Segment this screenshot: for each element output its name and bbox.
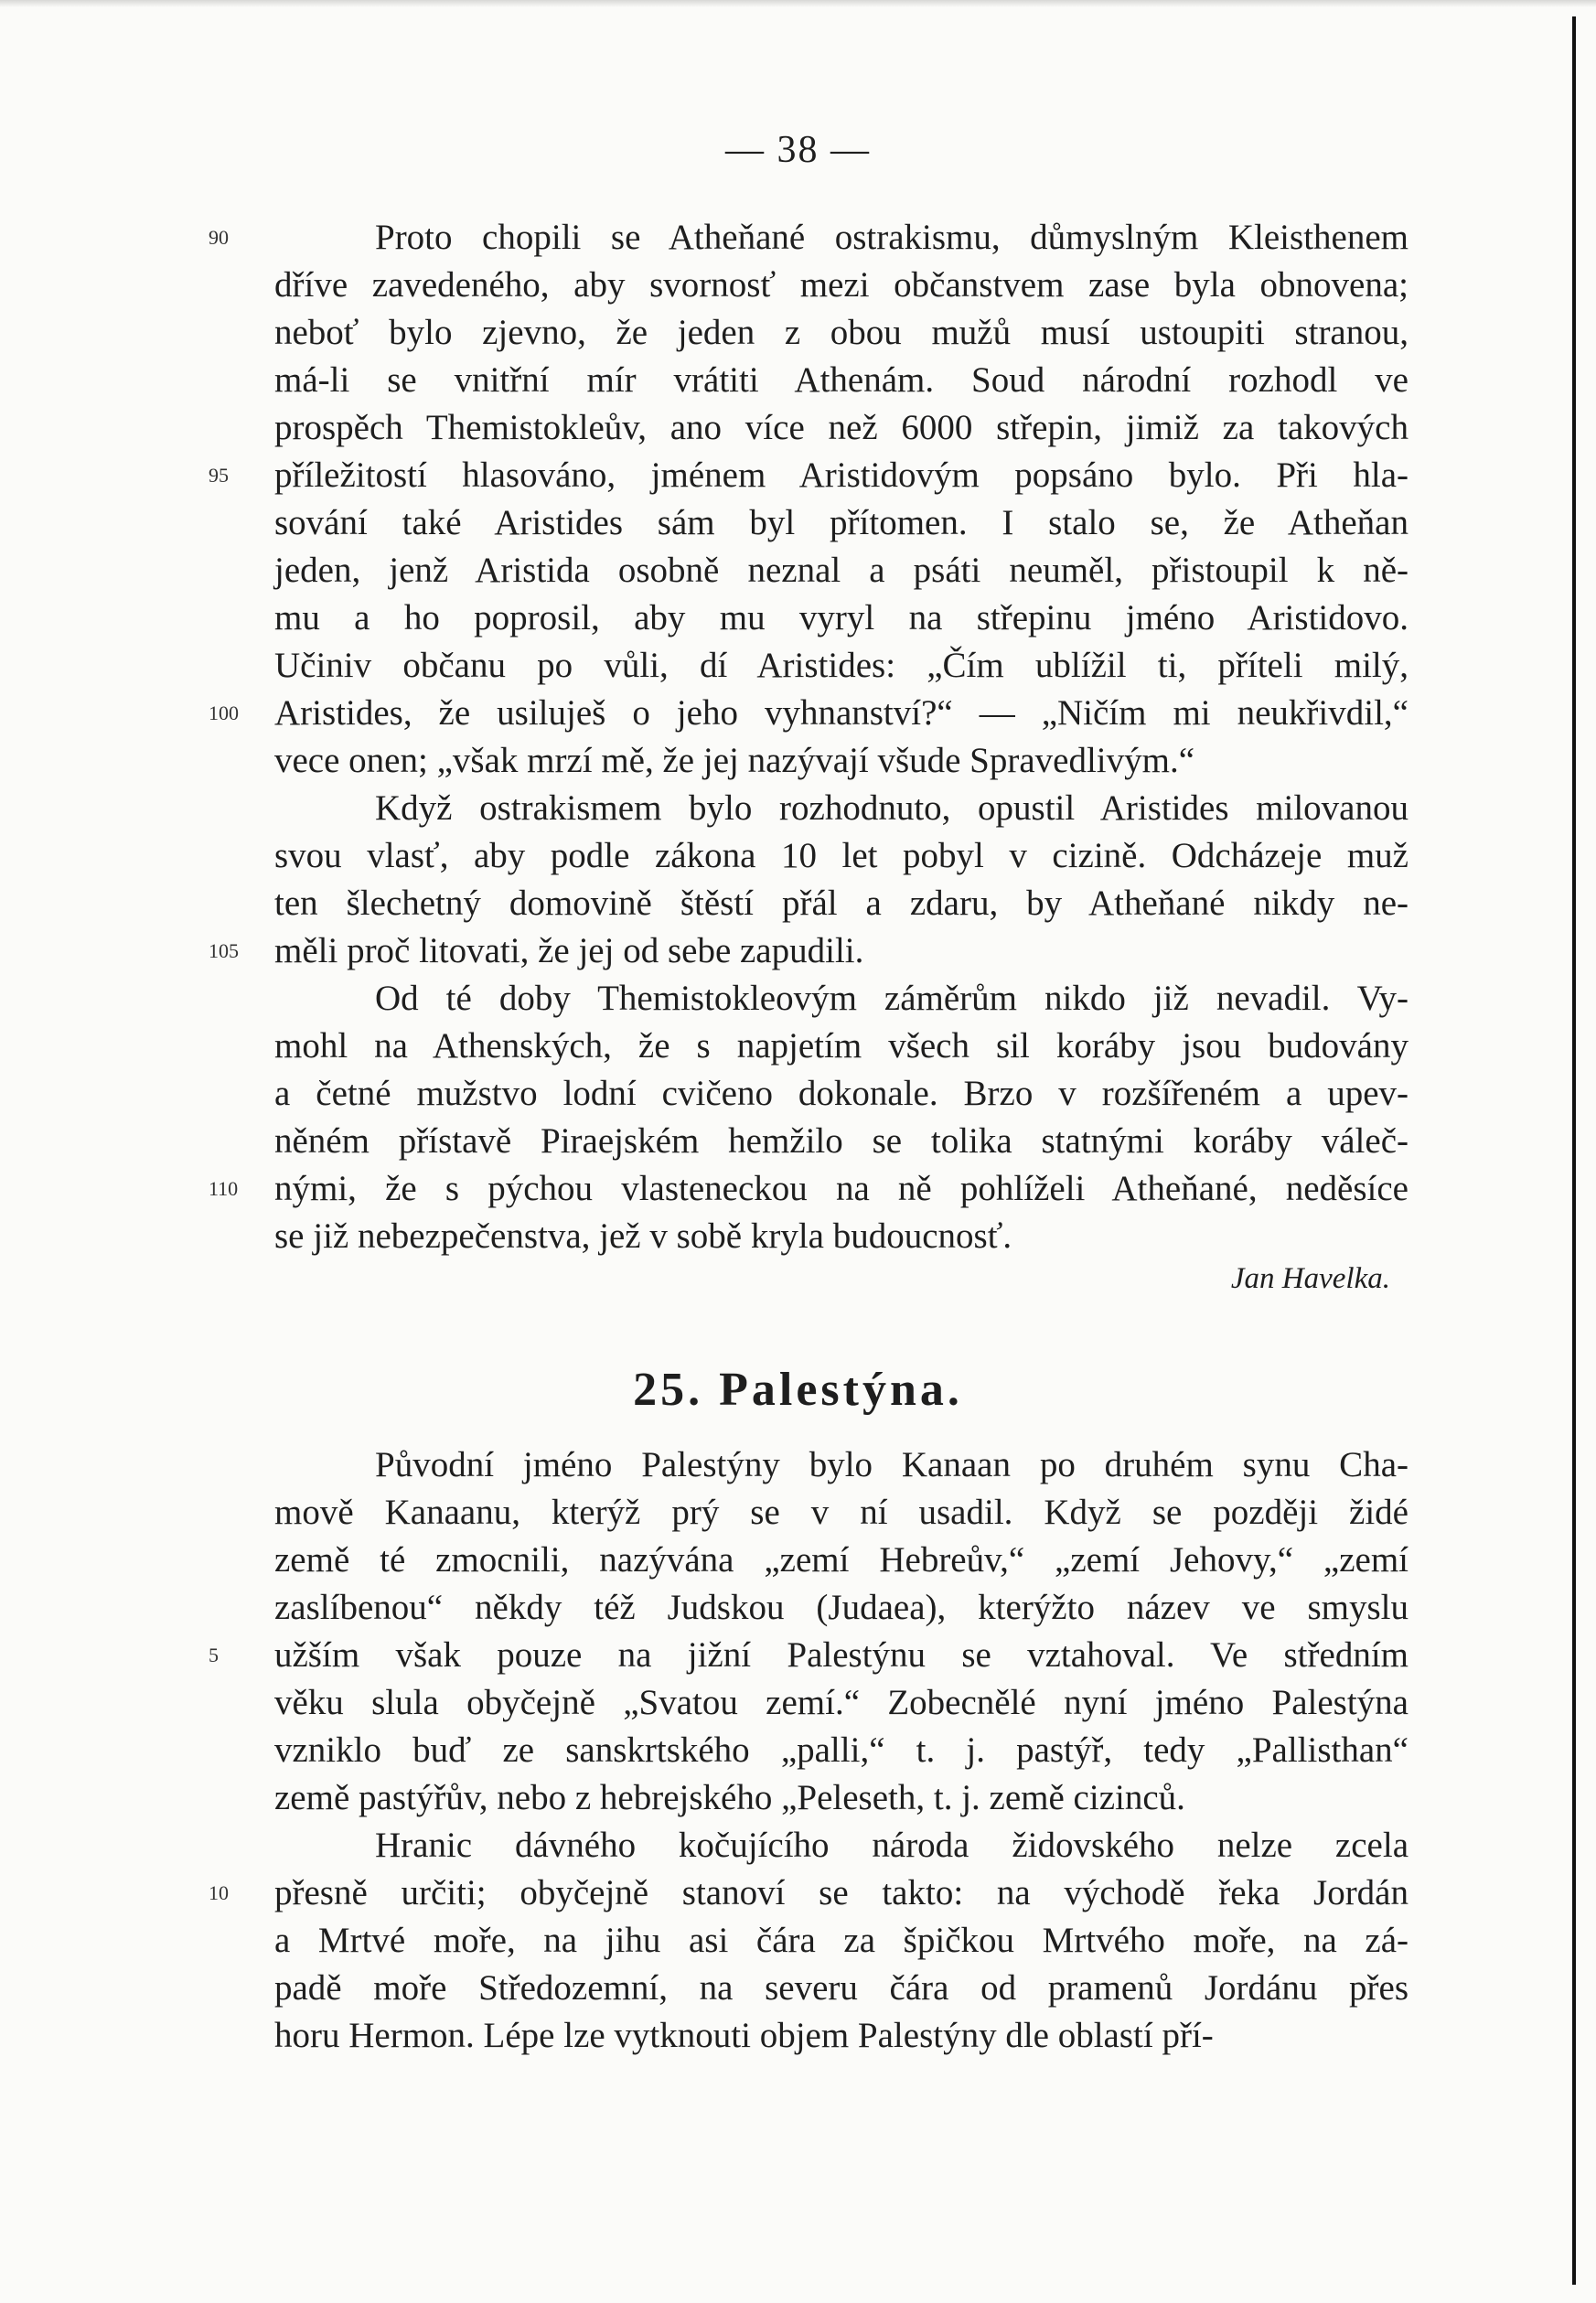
text-line: příležitostí hlasováno, jménem Aristidovým popsáno bylo. Při hla- [274,455,1409,495]
text-line: něném přístavě Piraejském hemžilo se tolika statnými koráby váleč- [274,1121,1409,1161]
text-line: padě moře Středozemní, na severu čára od pramenů Jordánu přes [274,1968,1409,2008]
text-line: Od té doby Themistokleovým záměrům nikdo již nevadil. Vy- [375,979,1409,1018]
text-line: zaslíbenou“ někdy též Judskou (Judaea), kterýžto název ve smyslu [274,1588,1409,1627]
text-line: věku slula obyčejně „Svatou zemí.“ Zobecnělé nyní jméno Palestýna [274,1683,1409,1722]
text-line: a četné mužstvo lodní cvičeno dokonale. Brzo v rozšířeném a upev- [274,1074,1409,1113]
text-line: se již nebezpečenstva, jež v sobě kryla budoucnosť. [274,1216,1012,1256]
scan-edge-top [0,0,1596,7]
text-line: horu Hermon. Lépe lze vytknouti objem Palestýny dle oblastí pří- [274,2016,1214,2055]
text-line: mohl na Athenských, že s napjetím všech sil koráby jsou budovány [274,1026,1409,1066]
text-line: Když ostrakismem bylo rozhodnuto, opustil Aristides milovanou [375,788,1409,828]
line-number-margin: 90 [209,226,229,249]
author-signature: Jan Havelka. [1230,1262,1390,1295]
text-line: jeden, jenž Aristida osobně neznal a psáti neuměl, přistoupil k ně- [274,551,1409,590]
text-line: vece onen; „však mrzí mě, že jej nazývají všude Spravedlivým.“ [274,741,1195,780]
text-line: vzniklo buď ze sanskrtského „palli,“ t. j. pastýř, tedy „Pallisthan“ [274,1730,1409,1770]
text-line: Hranic dávného kočujícího národa židovského nelze zcela [375,1826,1409,1865]
line-number-margin: 10 [209,1881,229,1904]
text-line: prospěch Themistokleův, ano více než 6000 střepin, jimiž za takových [274,408,1409,447]
text-line: nými, že s pýchou vlasteneckou na ně pohlíželi Atheňané, neděsíce [274,1169,1409,1208]
text-line: neboť bylo zjevno, že jeden z obou mužů musí ustoupiti stranou, [274,313,1409,352]
line-number-margin: 100 [209,702,239,724]
text-line: a Mrtvé moře, na jihu asi čára za špičkou Mrtvého moře, na zá- [274,1921,1409,1960]
scan-edge-right [1572,16,1576,2285]
text-line: Proto chopili se Atheňané ostrakismu, důmyslným Kleisthenem [375,218,1409,257]
text-line: mu a ho poprosil, aby mu vyryl na střepinu jméno Aristidovo. [274,598,1409,637]
section-heading: 25. Palestýna. [633,1364,963,1416]
text-line: Aristides, že usiluješ o jeho vyhnanství?“ — „Ničím mi neukřivdil,“ [274,693,1409,733]
text-line: přesně určiti; obyčejně stanoví se takto: na východě řeka Jordán [274,1873,1409,1912]
text-line: má-li se vnitřní mír vrátiti Athenám. Soud národní rozhodl ve [274,360,1409,400]
line-number-margin: 5 [209,1644,219,1666]
text-line: mově Kanaanu, kterýž prý se v ní usadil. Když se později židé [274,1493,1409,1532]
page-number: — 38 — [725,129,871,171]
text-line: Učiniv občanu po vůli, dí Aristides: „Čím ublížil ti, příteli milý, [274,646,1409,685]
text-line: sování také Aristides sám byl přítomen. I stalo se, že Atheňan [274,503,1409,542]
text-line: svou vlasť, aby podle zákona 10 let pobyl v cizině. Odcházeje muž [274,836,1409,875]
text-line: Původní jméno Palestýny bylo Kanaan po druhém synu Cha- [375,1445,1409,1484]
text-line: země té zmocnili, nazývána „zemí Hebreův,“ „zemí Jehovy,“ „zemí [274,1540,1409,1580]
text-line: dříve zavedeného, aby svornosť mezi občanstvem zase byla obnovena; [274,265,1409,305]
text-line: ten šlechetný domovině štěstí přál a zdaru, by Atheňané nikdy ne- [274,884,1409,923]
line-number-margin: 105 [209,939,239,962]
line-number-margin: 110 [209,1177,239,1200]
text-line: měli proč litovati, že jej od sebe zapudili. [274,931,864,970]
text-line: země pastýřův, nebo z hebrejského „Peleseth, t. j. země cizinců. [274,1778,1185,1817]
text-line: užším však pouze na jižní Palestýnu se vztahoval. Ve středním [274,1635,1409,1675]
line-number-margin: 95 [209,464,229,487]
